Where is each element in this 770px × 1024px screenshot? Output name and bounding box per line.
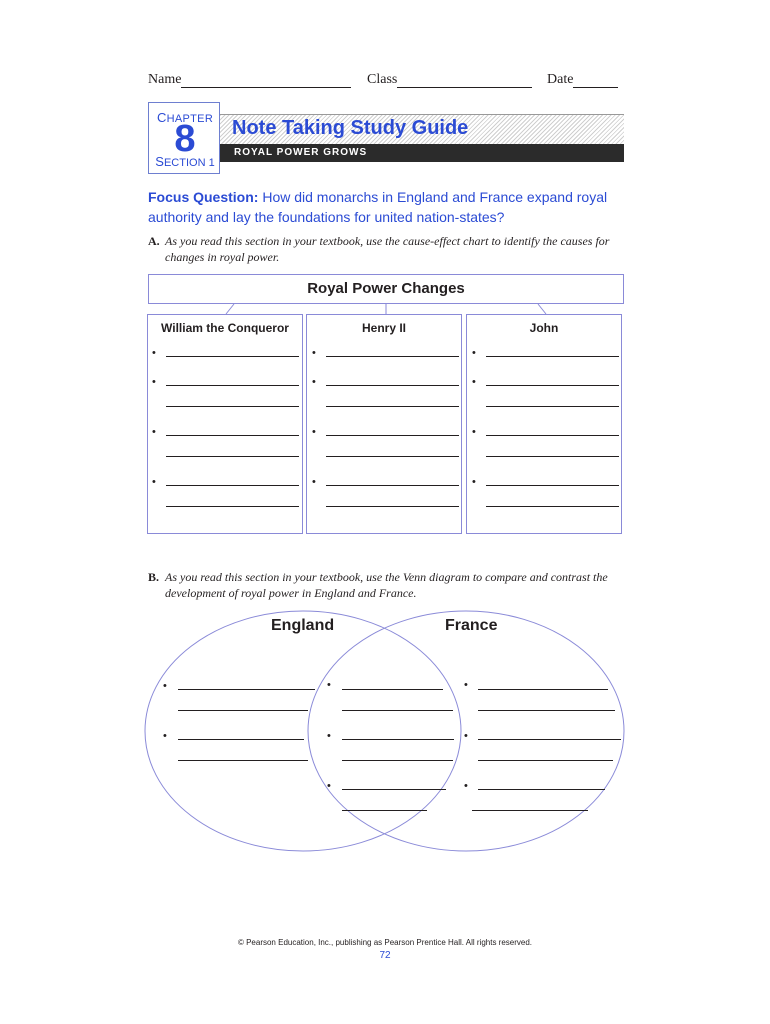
venn-label-france: France — [445, 617, 498, 634]
column-header-henry: Henry II — [361, 321, 406, 335]
bullet: • — [327, 730, 331, 742]
focus-label: Focus Question: — [148, 189, 259, 205]
instruction-a-text: As you read this section in your textbook, use the cause-effect chart to identify the causes for changes in royal power. — [165, 234, 610, 264]
answer-line[interactable] — [472, 810, 588, 811]
bullet: • — [163, 730, 167, 742]
date-label: Date — [547, 72, 574, 87]
column-header-john: John — [529, 321, 559, 335]
instruction-b-label: B. — [148, 570, 160, 584]
venn-circle-england — [145, 611, 461, 851]
bullet: • — [327, 679, 331, 691]
venn-label-england: England — [271, 617, 335, 634]
bullet: • — [464, 730, 468, 742]
copyright-footer: © Pearson Education, Inc., publishing as Pearson Prentice Hall. All rights reserved. — [237, 938, 533, 947]
answer-line[interactable] — [478, 789, 605, 790]
bullet: • — [327, 780, 331, 792]
name-label: Name — [148, 72, 182, 87]
instruction-b-text: As you read this section in your textbook, use the Venn diagram to compare and contrast the development of royal power in England and France. — [165, 570, 608, 600]
bullet: • — [163, 680, 167, 692]
answer-line[interactable] — [342, 810, 427, 811]
bullet: • — [312, 476, 316, 488]
bullet: • — [472, 347, 476, 359]
answer-line[interactable] — [178, 760, 308, 761]
focus-text: How did monarchs in England and France expand royal authority and lay the foundations for united nation-states? — [148, 189, 608, 225]
page-subtitle: ROYAL POWER GROWS — [234, 147, 368, 158]
answer-line[interactable] — [478, 739, 621, 740]
bullet: • — [472, 376, 476, 388]
bullet: • — [312, 376, 316, 388]
chart-title: Royal Power Changes — [307, 280, 465, 297]
answer-line[interactable] — [478, 710, 615, 711]
answer-line[interactable] — [342, 760, 453, 761]
answer-line[interactable] — [478, 760, 613, 761]
answer-line[interactable] — [178, 710, 308, 711]
page-number: 72 — [379, 950, 391, 961]
answer-line[interactable] — [342, 739, 454, 740]
bullet: • — [152, 347, 156, 359]
section-word: SECTION 1 — [155, 154, 215, 169]
instruction-a-label: A. — [148, 234, 160, 248]
bullet: • — [472, 476, 476, 488]
bullet: • — [152, 476, 156, 488]
chapter-word: CHAPTER — [156, 110, 214, 125]
answer-line[interactable] — [342, 710, 453, 711]
chapter-number: 8 — [174, 118, 196, 160]
answer-line[interactable] — [178, 739, 304, 740]
answer-line[interactable] — [178, 689, 315, 690]
bullet: • — [152, 426, 156, 438]
answer-line[interactable] — [342, 789, 446, 790]
bullet: • — [472, 426, 476, 438]
column-header-william: William the Conqueror — [161, 321, 289, 335]
bullet: • — [312, 426, 316, 438]
answer-line[interactable] — [478, 689, 608, 690]
bullet: • — [464, 780, 468, 792]
answer-line[interactable] — [342, 689, 443, 690]
bullet: • — [464, 679, 468, 691]
page-title: Note Taking Study Guide — [232, 117, 469, 139]
class-label: Class — [367, 72, 398, 87]
bullet: • — [152, 376, 156, 388]
bullet: • — [312, 347, 316, 359]
